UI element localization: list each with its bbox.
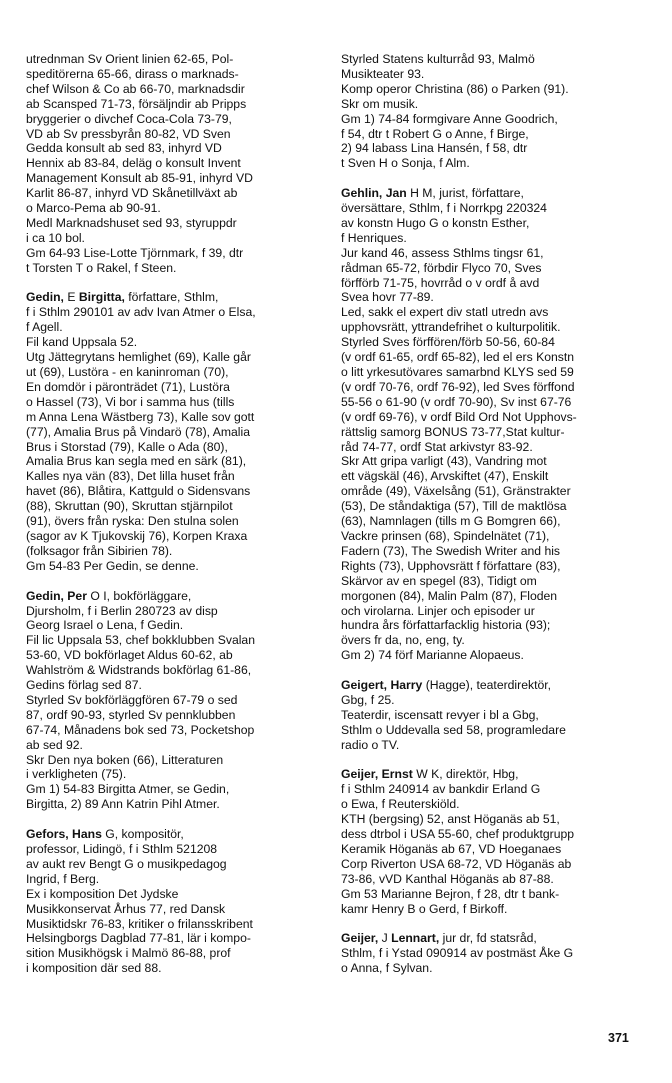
text-line: (v ordf 70-76, ordf 76-92), led Sves förffond: [341, 379, 575, 394]
text-line: bryggerier o divchef Coca-Cola 73-79,: [26, 111, 232, 126]
text-line: (sagor av K Tjukovskij 76), Korpen Kraxa: [26, 528, 248, 543]
text-line: f Henriques.: [341, 230, 407, 245]
text-line: Management Konsult ab 85-91, inhyrd VD: [26, 171, 253, 186]
entry-continuation: [341, 52, 643, 171]
text-line: t Torsten T o Rakel, f Steen.: [26, 260, 177, 275]
text-line: radio o TV.: [341, 737, 400, 752]
text-line: 53-60, VD bokförlaget Aldus 60-62, ab: [26, 648, 233, 663]
entry-name: Gedin, Per: [26, 588, 87, 603]
text-line: m Anna Lena Wästberg 73), Kalle sov gott: [26, 409, 255, 424]
entry-name: Geijer, Ernst: [341, 767, 413, 782]
text-line: Gm 54-83 Per Gedin, se denne.: [26, 558, 199, 573]
entry-name: Gehlin, Jan: [341, 186, 407, 201]
text-line: Musikkonservat Århus 77, red Dansk: [26, 901, 226, 916]
right-column: [341, 52, 643, 991]
text-line: Ex i komposition Det Jydske: [26, 886, 179, 901]
text-line: f i Sthlm 290101 av adv Ivan Atmer o Elsa,: [26, 305, 256, 320]
text-line: 55-56 o 61-90 (v ordf 70-90), Sv inst 67-76: [341, 394, 572, 409]
text-line: i ca 10 bol.: [26, 230, 85, 245]
text-line: sition Musikhögsk i Malmö 86-88, prof: [26, 946, 231, 961]
text-line: översättare, Sthlm, f i Norrkpg 220324: [341, 201, 547, 216]
text-line: Gedda konsult ab sed 83, inhyrd VD: [26, 141, 222, 156]
text-line: Utg Jättegrytans hemlighet (69), Kalle går: [26, 350, 251, 365]
entry-heading: [26, 589, 328, 604]
entry-heading: [341, 931, 643, 946]
entry-description: jur dr, fd statsråd,: [442, 931, 537, 946]
text-line: förfförb 71-75, hovrråd o v ordf å avd: [341, 275, 540, 290]
text-line: Medl Marknadshuset sed 93, styruppdr: [26, 215, 237, 230]
text-line: Birgitta, 2) 89 Ann Katrin Pihl Atmer.: [26, 797, 220, 812]
entry-heading: [341, 186, 643, 201]
entry-heading: [341, 678, 643, 693]
text-line: Skärvor av en spegel (83), Tidigt om: [341, 573, 537, 588]
text-line: område (49), Växelsång (51), Gränstrakter: [341, 484, 571, 499]
entry-surname: Gedin,: [26, 290, 64, 305]
text-line: Ingrid, f Berg.: [26, 871, 100, 886]
text-line: ab sed 92.: [26, 737, 83, 752]
text-line: (v ordf 69-76), v ordf Bild Ord Not Upphovs-: [341, 409, 577, 424]
text-line: Styrled Statens kulturråd 93, Malmö: [341, 52, 535, 66]
text-line: f 54, dtr t Robert G o Anne, f Birge,: [341, 126, 529, 141]
text-line: råd 74-77, ordf Stat arkivstyr 83-92.: [341, 439, 533, 454]
text-line: (88), Skruttan (90), Skruttan stjärnpilot: [26, 499, 233, 514]
entry-call-name: Birgitta,: [78, 290, 125, 305]
entry-heading: [26, 827, 328, 842]
text-line: professor, Lidingö, f i Sthlm 521208: [26, 841, 218, 856]
text-line: Georg Israel o Lena, f Gedin.: [26, 618, 184, 633]
text-line: i verkligheten (75).: [26, 767, 127, 782]
text-line: (v ordf 61-65, ordf 65-82), led el ers Konstn: [341, 350, 575, 365]
text-line: (folksagor från Sibirien 78).: [26, 543, 173, 558]
text-line: (63), Namnlagen (tills m G Bomgren 66),: [341, 514, 561, 529]
text-line: Gbg, f 25.: [341, 692, 395, 707]
text-line: ut (69), Lustöra - en kaninroman (70),: [26, 365, 229, 380]
entry-description: (Hagge), teaterdirektör,: [425, 678, 552, 693]
text-line: av aukt rev Bengt G o musikpedagog: [26, 856, 227, 871]
text-line: o Marco-Pema ab 90-91.: [26, 201, 161, 216]
entry-geijer-lennart: [341, 931, 643, 976]
entry-heading: [341, 767, 643, 782]
text-line: Karlit 86-87, inhyrd VD Skånetillväxt ab: [26, 186, 238, 201]
entry-gefors-hans: [26, 827, 328, 976]
text-line: Corp Riverton USA 68-72, VD Höganäs ab: [341, 856, 572, 871]
text-line: Svea hovr 77-89.: [341, 290, 434, 305]
text-line: morgonen (84), Malin Palm (87), Floden: [341, 588, 558, 603]
entry-gehlin-jan: [341, 186, 643, 663]
text-line: utrednman Sv Orient linien 62-65, Pol-: [26, 52, 234, 66]
text-line: Helsingborgs Dagblad 77-81, lär i kompo-: [26, 931, 251, 946]
text-line: havet (86), Blåtira, Kattguld o Sidensvans: [26, 484, 251, 499]
text-line: av konstn Hugo G o konstn Esther,: [341, 215, 530, 230]
text-line: speditörerna 65-66, dirass o marknads-: [26, 66, 239, 81]
entry-geijer-ernst: [341, 767, 643, 916]
text-line: Fadern (73), The Swedish Writer and his: [341, 543, 561, 558]
text-line: o Ewa, f Reuterskiöld.: [341, 797, 460, 812]
text-line: Hennix ab 83-84, deläg o konsult Invent: [26, 156, 241, 171]
text-line: Gm 53 Marianne Bejron, f 28, dtr t bank-: [341, 886, 560, 901]
text-line: chef Wilson & Co ab 66-70, marknadsdir: [26, 81, 245, 96]
text-line: Brus i Storstad (79), Kalle o Ada (80),: [26, 439, 228, 454]
text-line: Gm 1) 74-84 formgivare Anne Goodrich,: [341, 111, 558, 126]
text-line: Musikteater 93.: [341, 66, 425, 81]
text-line: (77), Amalia Brus på Vindarö (78), Amalia: [26, 424, 250, 439]
text-line: f i Sthlm 240914 av bankdir Erland G: [341, 782, 541, 797]
text-line: och virolarna. Linjer och episoder ur: [341, 603, 535, 618]
left-column: [26, 52, 328, 991]
text-line: rättslig samorg BONUS 73-77,Stat kultur-: [341, 424, 565, 439]
text-line: Kalles nya vän (83), Det lilla huset från: [26, 469, 235, 484]
text-line: o Anna, f Sylvan.: [341, 961, 433, 976]
text-line: hundra års författarfacklig historia (93);: [341, 618, 551, 633]
text-line: Jur kand 46, assess Sthlms tingsr 61,: [341, 245, 544, 260]
text-line: (91), övers från ryska: Den stulna solen: [26, 514, 239, 529]
text-line: Sthlm o Uddevalla sed 58, programledare: [341, 722, 566, 737]
text-line: Wahlström & Widstrands bokförlag 61-86,: [26, 663, 252, 678]
text-line: Gedins förlag sed 87.: [26, 678, 142, 693]
text-line: ab Scansped 71-73, försäljndir ab Pripps: [26, 96, 247, 111]
text-line: Amalia Brus kan segla med en särk (81),: [26, 454, 247, 469]
text-line: Sthlm, f i Ystad 090914 av postmäst Åke G: [341, 946, 574, 961]
text-line: Skr om musik.: [341, 96, 419, 111]
text-line: Teaterdir, iscensatt revyer i bl a Gbg,: [341, 707, 539, 722]
text-line: Rights (73), Upphovsrätt f författare (83),: [341, 558, 561, 573]
text-line: f Agell.: [26, 320, 63, 335]
text-line: Fil kand Uppsala 52.: [26, 335, 138, 350]
entry-geigert-harry: [341, 678, 643, 753]
text-line: ett vägskäl (46), Arvskiftet (47), Enskilt: [341, 469, 549, 484]
text-line: 67-74, Månadens bok sed 73, Pocketshop: [26, 722, 255, 737]
text-line: upphovsrätt, yttrandefrihet o kulturpolitik.: [341, 320, 561, 335]
text-line: Gm 64-93 Lise-Lotte Tjörnmark, f 39, dtr: [26, 245, 244, 260]
text-line: Styrled Sv bokförläggfören 67-79 o sed: [26, 692, 238, 707]
text-line: Led, sakk el expert div statl utredn avs: [341, 305, 549, 320]
text-line: 87, ordf 90-93, styrled Sv pennklubben: [26, 707, 236, 722]
text-line: Komp operor Christina (86) o Parken (91).: [341, 81, 569, 96]
text-line: En domdör i päronträdet (71), Lustöra: [26, 379, 230, 394]
entry-gedin-birgitta: [26, 290, 328, 573]
entry-description: författare, Sthlm,: [128, 290, 219, 305]
text-line: Gm 1) 54-83 Birgitta Atmer, se Gedin,: [26, 782, 230, 797]
text-line: kamr Henry B o Gerd, f Birkoff.: [341, 901, 508, 916]
text-line: t Sven H o Sonja, f Alm.: [341, 156, 470, 171]
text-line: (53), De ståndaktiga (57), Till de maktlösa: [341, 499, 567, 514]
page-number: 371: [608, 1031, 629, 1045]
text-line: Gm 2) 74 förf Marianne Alopaeus.: [341, 648, 524, 663]
text-line: KTH (bergsing) 52, anst Höganäs ab 51,: [341, 812, 560, 827]
text-line: Skr Att gripa varligt (43), Vandring mot: [341, 454, 547, 469]
entry-name: Gefors, Hans: [26, 827, 102, 842]
text-line: dess dtrbol i USA 55-60, chef produktgrupp: [341, 827, 575, 842]
text-line: i komposition där sed 88.: [26, 961, 162, 976]
entry-description: W K, direktör, Hbg,: [416, 767, 519, 782]
entry-given-name: E: [67, 290, 76, 305]
entry-surname: Geijer,: [341, 931, 379, 946]
text-line: Djursholm, f i Berlin 280723 av disp: [26, 603, 218, 618]
text-line: o Hassel (73), Vi bor i samma hus (tills: [26, 394, 235, 409]
entry-description: O I, bokförläggare,: [90, 588, 192, 603]
text-line: 73-86, vVD Kanthal Höganäs ab 87-88.: [341, 871, 554, 886]
entry-gedin-per: [26, 589, 328, 813]
entry-call-name: Lennart,: [391, 931, 440, 946]
entry-continuation: [26, 52, 328, 276]
entry-heading: [26, 290, 328, 305]
text-line: Musiktidskr 76-83, kritiker o frilansskribent: [26, 916, 253, 931]
text-line: VD ab Sv pressbyrån 80-82, VD Sven: [26, 126, 231, 141]
text-line: Vackre prinsen (68), Spindelnätet (71),: [341, 528, 550, 543]
entry-description: H M, jurist, författare,: [410, 186, 524, 201]
text-line: Styrled Sves förffören/förb 50-56, 60-84: [341, 335, 555, 350]
text-line: övers fr da, no, eng, ty.: [341, 633, 465, 648]
entry-given-name: J: [381, 931, 388, 946]
text-line: Keramik Höganäs ab 67, VD Hoeganaes: [341, 841, 562, 856]
text-line: 2) 94 labass Lina Hansén, f 58, dtr: [341, 141, 528, 156]
text-line: Fil lic Uppsala 53, chef bokklubben Svalan: [26, 633, 255, 648]
text-line: o litt yrkesutövares samarbnd KLYS sed 59: [341, 365, 574, 380]
entry-name: Geigert, Harry: [341, 678, 423, 693]
text-line: rådman 65-72, förbdir Flyco 70, Sves: [341, 260, 542, 275]
entry-description: G, kompositör,: [105, 827, 184, 842]
text-line: Skr Den nya boken (66), Litteraturen: [26, 752, 224, 767]
